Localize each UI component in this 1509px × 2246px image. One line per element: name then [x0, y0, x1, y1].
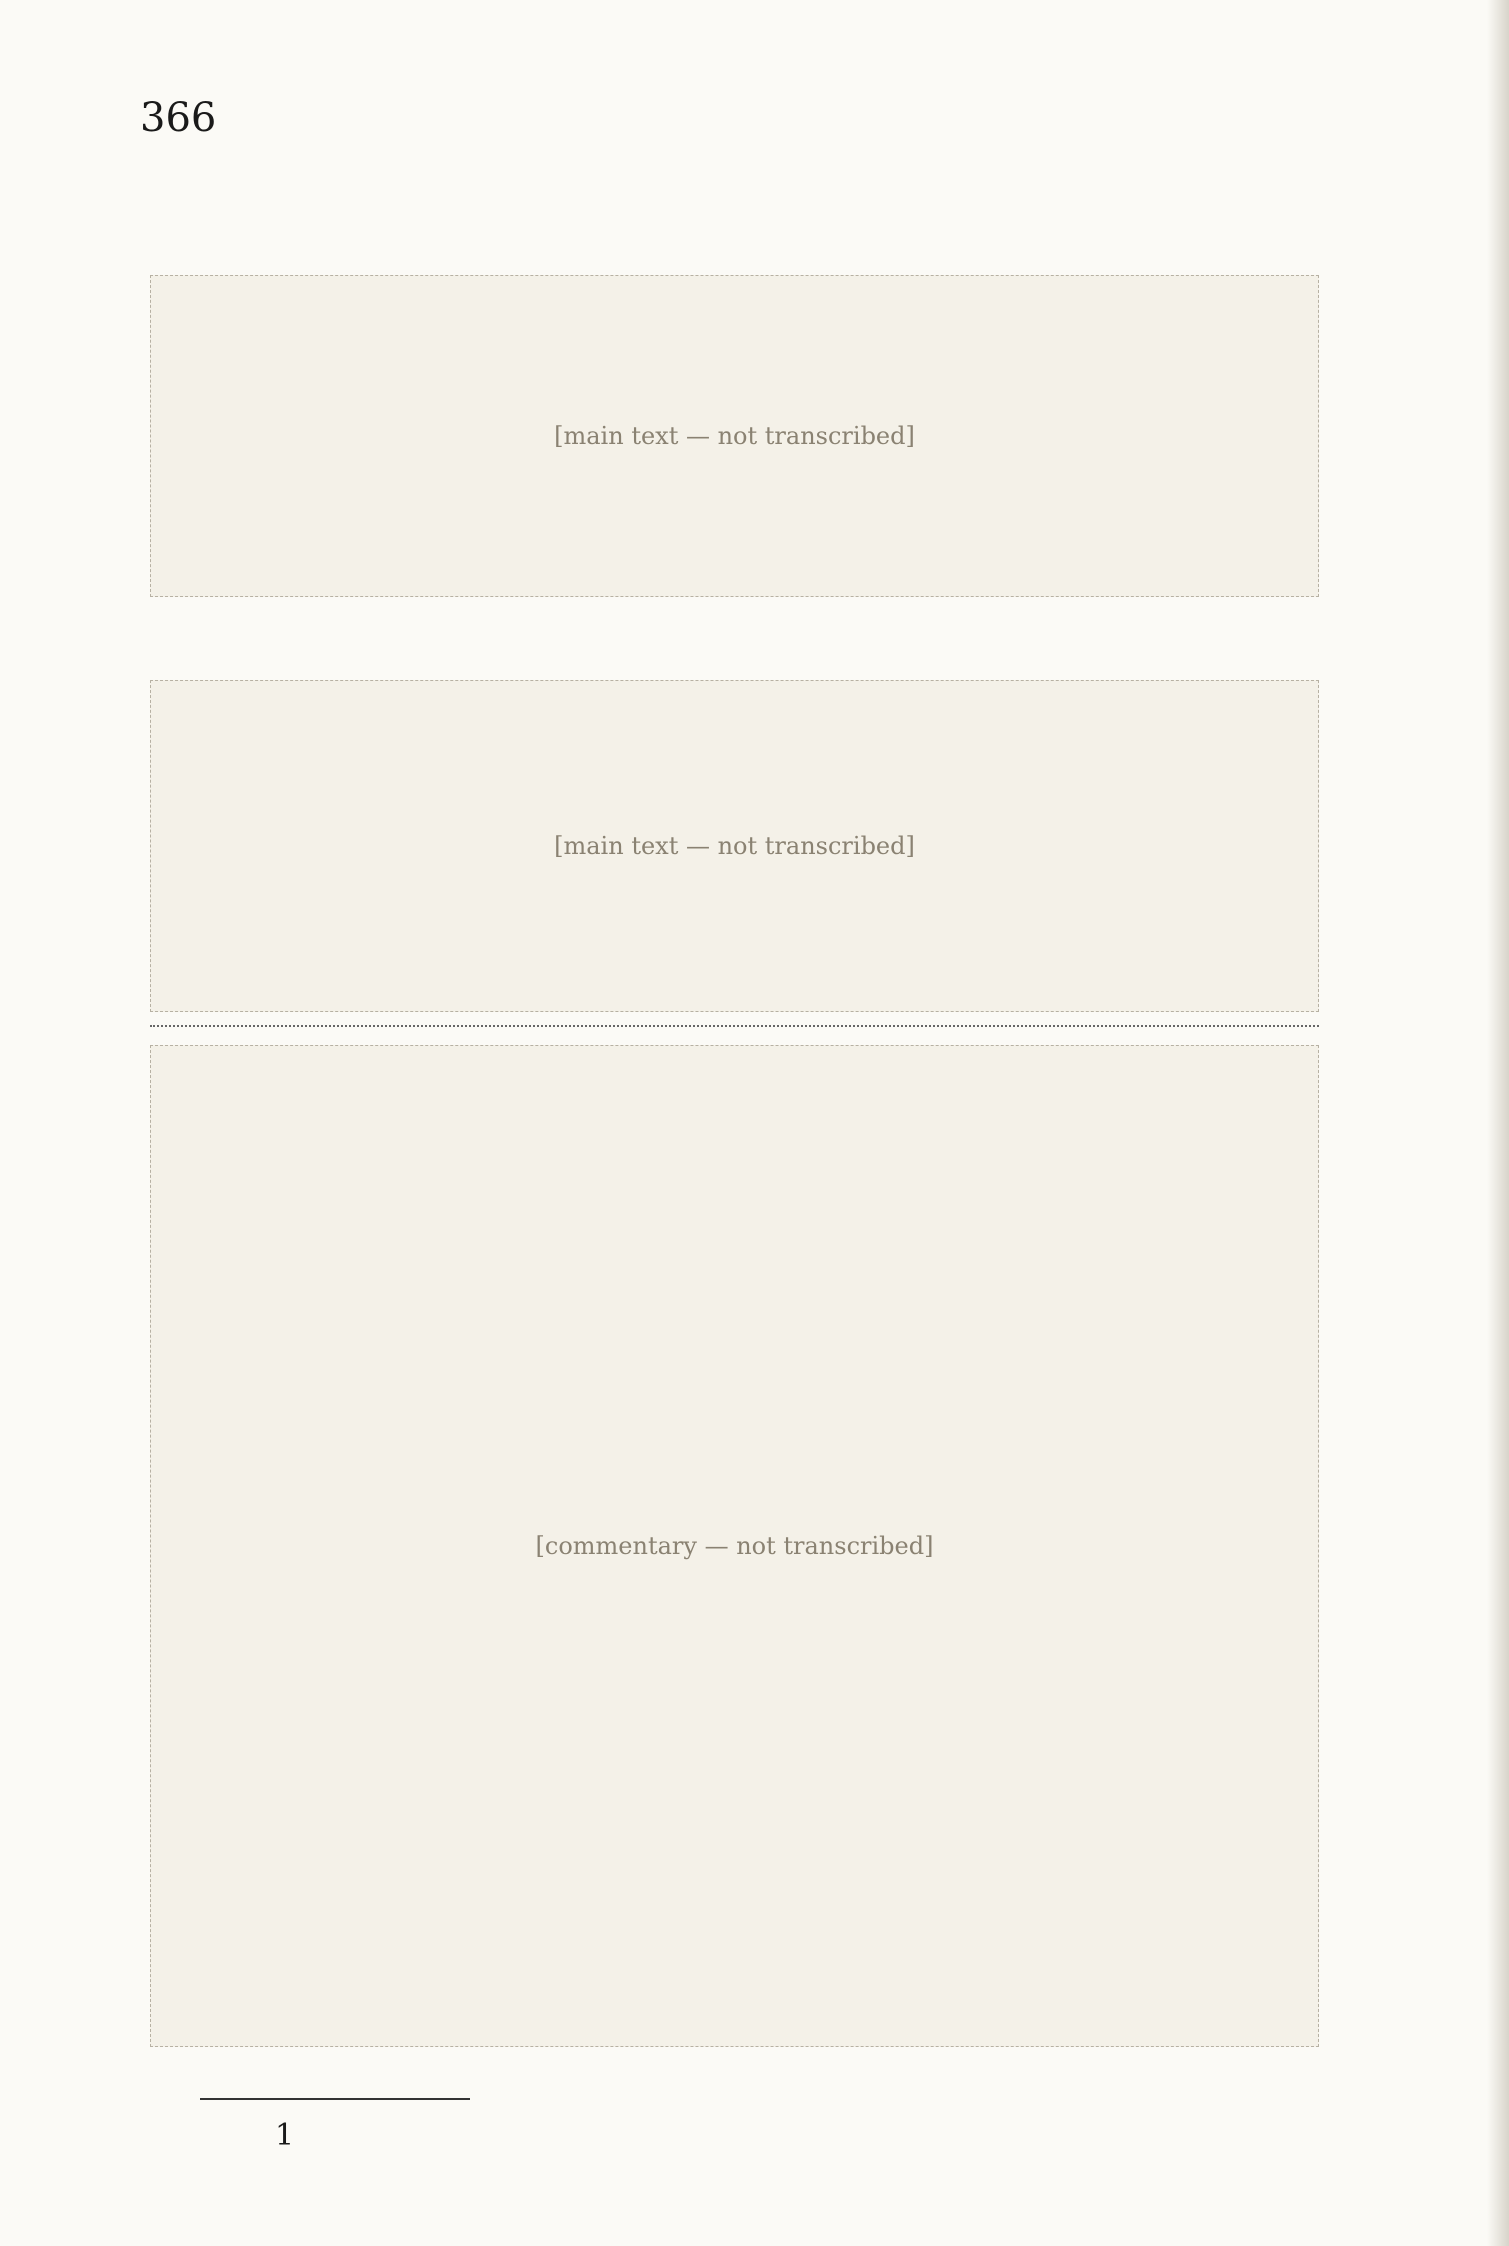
footnote-rule	[200, 2098, 470, 2100]
footnote-marker: 1	[275, 2118, 295, 2153]
page-header	[140, 95, 1319, 155]
page-number: 366	[140, 95, 217, 141]
main-text-block-2: [main text — not transcribed]	[150, 680, 1319, 1012]
text-divider	[150, 1025, 1319, 1027]
main-text-block-1: [main text — not transcribed]	[150, 275, 1319, 597]
page-binding-edge	[1487, 0, 1509, 2246]
commentary-block: [commentary — not transcribed]	[150, 1045, 1319, 2047]
